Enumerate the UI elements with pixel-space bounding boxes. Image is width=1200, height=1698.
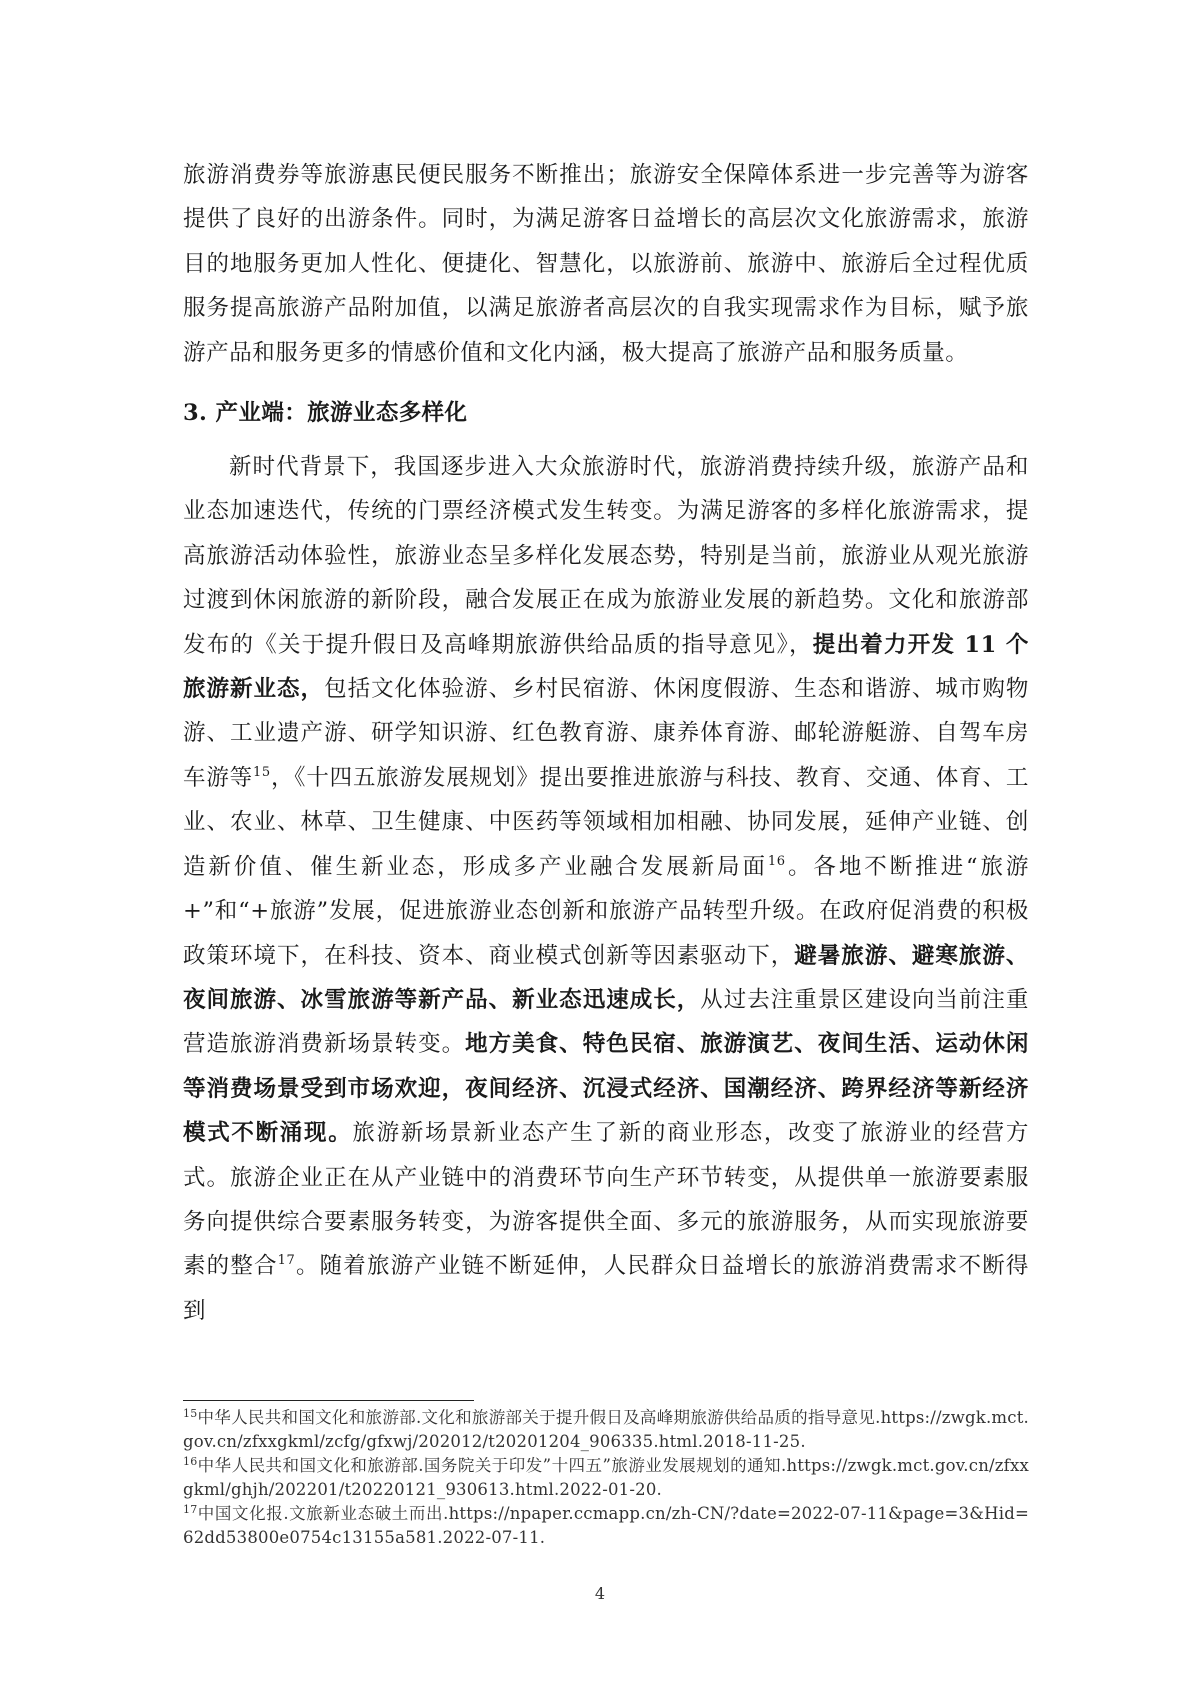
footnote-15 — [183, 1406, 1029, 1454]
footnote-text: 中国文化报.文旅新业态破土而出.https://npaper.ccmapp.cn/zh-CN/?date=2022-07-11&page=3&Hid=62dd53800e0754c13155a581.2022-07-11. — [183, 1504, 1029, 1547]
footnote-divider — [183, 1400, 474, 1401]
footnote-number: 17 — [183, 1503, 198, 1516]
paragraph-main-part7: 。随着旅游产业链不断延伸，人民群众日益增长的旅游消费需求不断得到 — [183, 1253, 1029, 1324]
footnotes — [183, 1406, 1029, 1550]
paragraph-main-bold3: 地方美食、特色民宿、旅游演艺、夜间生活、运动休闲等消费场景受到市场欢迎，夜间经济、沉浸式经济、国潮经济、跨界经济等新经济模式不断涌现。 — [183, 1031, 1029, 1147]
footnote-17 — [183, 1502, 1029, 1550]
paragraph-main-bold2: 避暑旅游、避寒旅游、夜间旅游、冰雪旅游等新产品、新业态迅速成长， — [183, 942, 1029, 1013]
paragraph-intro-text: 旅游消费券等旅游惠民便民服务不断推出；旅游安全保障体系进一步完善等为游客提供了良好的出游条件。同时，为满足游客日益增长的高层次文化旅游需求，旅游目的地服务更加人性化、便捷化、智慧化，以旅游前、旅游中、旅游后全过程优质服务提高旅游产品附加值，以满足旅游者高层次的自我实现需求作为目标，赋予旅游产品和服务更多的情感价值和文化内涵，极大提高了旅游产品和服务质量。 — [183, 162, 1029, 366]
main-content — [183, 153, 1029, 1333]
footnote-ref-15[interactable]: 15 — [252, 764, 271, 780]
page-number: 4 — [594, 1584, 606, 1603]
paragraph-main-part5: 从过去注重景区建设向当前注重营造旅游消费新场景转变。 — [183, 986, 1029, 1058]
paragraph-main — [183, 445, 1029, 1333]
footnote-number: 16 — [183, 1455, 198, 1468]
paragraph-main-part3: ，《十四五旅游发展规划》提出要推进旅游与科技、教育、交通、体育、工业、农业、林草、卫生健康、中医药等领域相加相融、协同发展，延伸产业链、创造新价值、催生新业态，形成多产业融合发展新局面 — [183, 764, 1029, 880]
footnote-text: 中华人民共和国文化和旅游部.国务院关于印发”十四五”旅游业发展规划的通知.https://zwgk.mct.gov.cn/zfxxgkml/ghjh/202201/t20220121_930613.html.2022-01-20. — [183, 1456, 1029, 1499]
section-heading: 3. 产业端：旅游业态多样化 — [183, 400, 468, 427]
footnote-text: 中华人民共和国文化和旅游部.文化和旅游部关于提升假日及高峰期旅游供给品质的指导意见.https://zwgk.mct.gov.cn/zfxxgkml/zcfg/gfxwj/202012/t20201204_906335.html.2018-11-25. — [183, 1408, 1029, 1451]
paragraph-main-part1: 新时代背景下，我国逐步进入大众旅游时代，旅游消费持续升级，旅游产品和业态加速迭代，传统的门票经济模式发生转变。为满足游客的多样化旅游需求，提高旅游活动体验性，旅游业态呈多样化发展态势，特别是当前，旅游业从观光旅游过渡到休闲旅游的新阶段，融合发展正在成为旅游业发展的新趋势。文化和旅游部发布的《关于提升假日及高峰期旅游供给品质的指导意见》， — [183, 454, 1029, 658]
footnote-ref-16[interactable]: 16 — [767, 853, 786, 869]
paragraph-intro — [183, 153, 1029, 375]
footnote-ref-17[interactable]: 17 — [277, 1253, 296, 1269]
paragraph-main-part2: 包括文化体验游、乡村民宿游、休闲度假游、生态和谐游、城市购物游、工业遗产游、研学知识游、红色教育游、康养体育游、邮轮游艇游、自驾车房车游等 — [183, 676, 1029, 791]
paragraph-main-bold1: 提出着力开发 11 个旅游新业态， — [183, 631, 1030, 703]
footnote-16 — [183, 1454, 1029, 1502]
footnote-number: 15 — [183, 1407, 198, 1420]
paragraph-main-part6: 旅游新场景新业态产生了新的商业形态，改变了旅游业的经营方式。旅游企业正在从产业链中的消费环节向生产环节转变，从提供单一旅游要素服务向提供综合要素服务转变，为游客提供全面、多元的旅游服务，从而实现旅游要素的整合 — [183, 1120, 1029, 1280]
paragraph-main-part4: 。各地不断推进“旅游+”和“+旅游”发展，促进旅游业态创新和旅游产品转型升级。在政府促消费的积极政策环境下，在科技、资本、商业模式创新等因素驱动下， — [183, 853, 1029, 969]
